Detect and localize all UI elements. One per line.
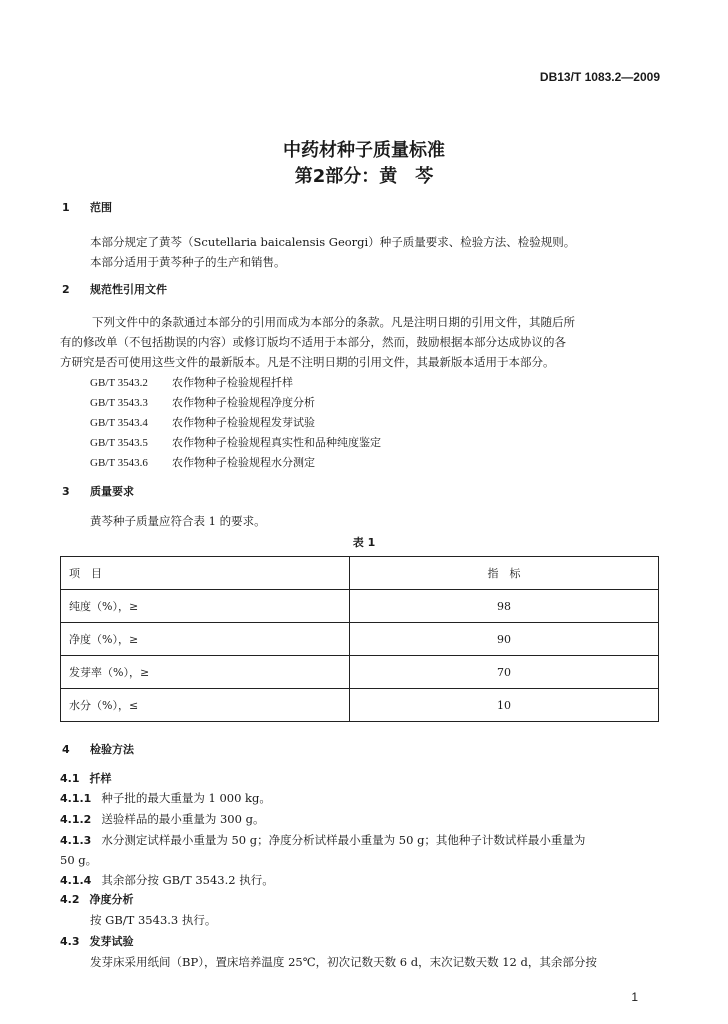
- quality-table: [60, 556, 659, 722]
- clause-text: 送验样品的最小重量为 300 g。: [101, 812, 265, 826]
- subsection-title: 净度分析: [89, 893, 134, 906]
- reference-item: [90, 374, 293, 390]
- section-1-heading: [62, 199, 112, 215]
- section-1-paragraph-2: 本部分适用于黄芩种子的生产和销售。: [90, 255, 286, 269]
- clause-4-1-3: [60, 832, 585, 848]
- subsection-4-3-heading: [60, 933, 144, 949]
- document-number: DB13/T 1083.2—2009: [539, 70, 660, 84]
- table-cell-item: 发芽率（%），≥: [61, 656, 350, 689]
- reference-item: [90, 454, 315, 470]
- subsection-number: 4.1: [60, 772, 80, 785]
- clause-4-1-4: [60, 872, 274, 888]
- section-number: 4: [62, 743, 70, 756]
- section-number: 1: [62, 201, 70, 214]
- section-2-heading: [62, 281, 167, 297]
- section-title: 检验方法: [90, 743, 134, 756]
- reference-title: 农作物种子检验规程净度分析: [172, 396, 315, 409]
- reference-code: GB/T 3543.2: [90, 377, 148, 389]
- table-header-item: 项 目: [61, 557, 350, 590]
- section-title: 范围: [90, 201, 112, 214]
- clause-number: 4.1.4: [60, 874, 92, 887]
- subsection-title: 发芽试验: [89, 935, 134, 948]
- clause-text: 其余部分按 GB/T 3543.2 执行。: [101, 873, 274, 887]
- reference-item: [90, 394, 315, 410]
- subsection-4-3-text: 发芽床采用纸间（BP），置床培养温度 25℃，初次记数天数 6 d，末次记数天数 12 d，其余部分按: [90, 955, 597, 969]
- section-4-heading: [62, 741, 134, 757]
- section-1-paragraph-1: 本部分规定了黄芩（Scutellaria baicalensis Georgi）种子质量要求、检验方法、检验规则。: [90, 235, 576, 249]
- table-header-value: 指 标: [350, 557, 659, 590]
- table-row: [61, 689, 659, 722]
- subsection-4-1-heading: [60, 770, 122, 786]
- table-cell-value: 10: [350, 689, 659, 722]
- clause-number: 4.1.3: [60, 834, 92, 847]
- reference-code: GB/T 3543.3: [90, 397, 148, 409]
- clause-text: 种子批的最大重量为 1 000 kg。: [101, 791, 271, 805]
- table-header-row: [61, 557, 659, 590]
- reference-title: 农作物种子检验规程水分测定: [172, 456, 315, 469]
- clause-text: 水分测定试样最小重量为 50 g；净度分析试样最小重量为 50 g；其他种子计数试样最小重量为: [101, 833, 586, 847]
- table-row: [61, 623, 659, 656]
- table-cell-value: 98: [350, 590, 659, 623]
- clause-4-1-1: [60, 790, 271, 806]
- subsection-4-2-heading: [60, 891, 144, 907]
- clause-number: 4.1.1: [60, 792, 92, 805]
- section-number: 2: [62, 283, 70, 296]
- reference-title: 农作物种子检验规程扦样: [172, 376, 293, 389]
- document-subtitle: 第2部分：黄 芩: [294, 166, 434, 187]
- clause-4-1-2: [60, 811, 264, 827]
- subsection-number: 4.3: [60, 935, 80, 948]
- section-title: 规范性引用文件: [90, 283, 167, 296]
- section-title: 质量要求: [90, 485, 134, 498]
- clause-4-1-3-continuation: 50 g。: [60, 853, 98, 867]
- reference-title: 农作物种子检验规程发芽试验: [172, 416, 315, 429]
- document-title: 中药材种子质量标准: [283, 140, 445, 161]
- reference-code: GB/T 3543.5: [90, 437, 148, 449]
- reference-item: [90, 434, 381, 450]
- section-2-paragraph-line: 方研究是否可使用这些文件的最新版本。凡是不注明日期的引用文件，其最新版本适用于本部分。: [60, 355, 555, 369]
- subsection-4-2-text: 按 GB/T 3543.3 执行。: [90, 913, 217, 927]
- table-cell-value: 70: [350, 656, 659, 689]
- reference-code: GB/T 3543.6: [90, 457, 148, 469]
- subsection-title: 扦样: [89, 772, 112, 785]
- section-2-paragraph-line: 下列文件中的条款通过本部分的引用而成为本部分的条款。凡是注明日期的引用文件，其随后所: [92, 315, 575, 329]
- reference-item: [90, 414, 315, 430]
- clause-number: 4.1.2: [60, 813, 92, 826]
- table-cell-item: 净度（%），≥: [61, 623, 350, 656]
- page-number: 1: [631, 990, 638, 1004]
- subsection-number: 4.2: [60, 893, 80, 906]
- table-row: [61, 590, 659, 623]
- table-cell-item: 水分（%），≤: [61, 689, 350, 722]
- table-cell-value: 90: [350, 623, 659, 656]
- section-2-paragraph-line: 有的修改单（不包括勘误的内容）或修订版均不适用于本部分，然而，鼓励根据本部分达成协议的各: [60, 335, 566, 349]
- section-3-heading: [62, 483, 134, 499]
- reference-code: GB/T 3543.4: [90, 417, 148, 429]
- section-3-paragraph: 黄芩种子质量应符合表 1 的要求。: [90, 514, 266, 528]
- reference-title: 农作物种子检验规程真实性和品种纯度鉴定: [172, 436, 381, 449]
- table-cell-item: 纯度（%），≥: [61, 590, 350, 623]
- table-row: [61, 656, 659, 689]
- table-caption: 表 1: [352, 536, 376, 549]
- section-number: 3: [62, 485, 70, 498]
